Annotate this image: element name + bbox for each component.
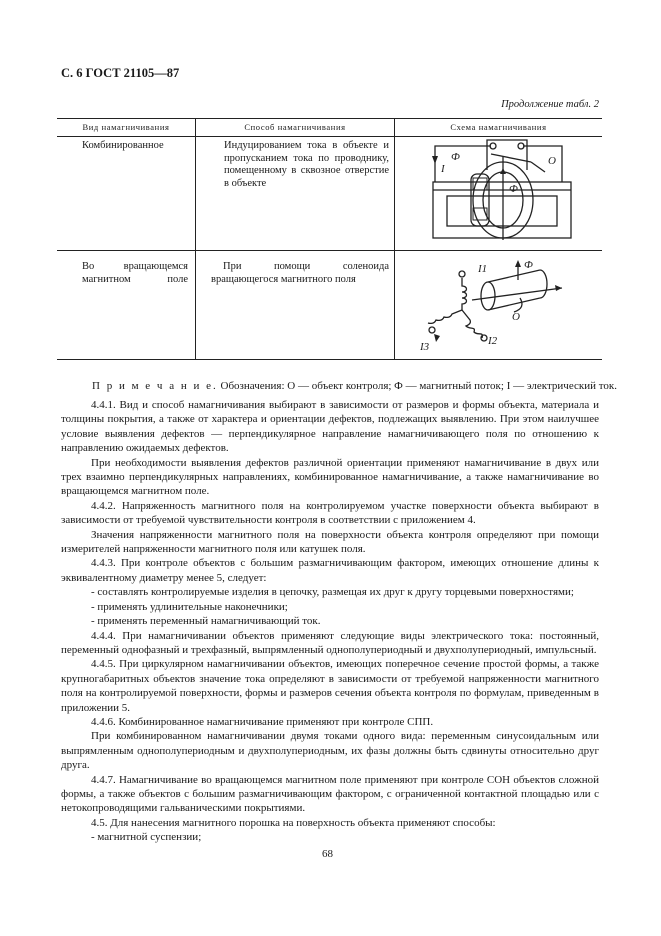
scheme1-label-current: I bbox=[441, 163, 445, 175]
row1-method: Индуцированием тока в объекте и пропусканием тока по проводнику, помещенному в сквозное отверстие в объекте bbox=[224, 140, 389, 189]
row1-type: Комбинированное bbox=[82, 140, 164, 151]
paragraph: При комбинированном намагничивании двумя токами одного вида: переменным синусоидальным или выпрямленным однополупериодным и двухполупериодным, их фазы должны быть сдвинуты относительно друг друга. bbox=[61, 730, 599, 772]
table-top-rule bbox=[57, 118, 602, 119]
scheme1-label-object: О bbox=[548, 155, 556, 167]
row2-type: Во вращающемся магнитном поле bbox=[82, 261, 188, 285]
col-header-scheme: Схема намагничивания bbox=[450, 122, 547, 132]
col-header-method: Способ намагничивания bbox=[244, 122, 346, 132]
table-row-rule bbox=[57, 250, 602, 251]
document-body bbox=[61, 398, 599, 845]
core-window bbox=[447, 196, 557, 226]
note-label: П р и м е ч а н и е. bbox=[92, 380, 218, 392]
paragraph: При необходимости выявления дефектов различной ориентации применяют намагничивание в двух или трех взаимно перпендикулярных направлениях, комбинированное намагничивание, а также намагничивание во вращающемся магнитном поле. bbox=[61, 456, 599, 498]
paragraph: 4.5. Для нанесения магнитного порошка на поверхность объекта применяют способы: bbox=[91, 816, 496, 829]
combined-magnetization-diagram bbox=[427, 134, 597, 248]
paragraph: - применять переменный намагничивающий ток. bbox=[91, 615, 321, 628]
scheme1-label-flux-inner: Ф bbox=[509, 183, 518, 195]
scheme2-label-flux: Ф bbox=[524, 259, 533, 271]
paragraph: 4.4.3. При контроле объектов с большим размагничивающим фактором, имеющих отношение длины к эквивалентному диаметру менее 5, следует: bbox=[61, 557, 599, 584]
paragraph: 4.4.7. Намагничивание во вращающемся магнитном поле применяют при контроле СОН объектов сложной формы, а также объектов с большим размагничивающим фактором, с ограниченной контактной площадью или с нетокопроводящими гальваническими покрытиями. bbox=[61, 773, 599, 815]
table-bottom-rule bbox=[57, 359, 602, 360]
paragraph: 4.4.1. Вид и способ намагничивания выбирают в зависимости от размеров и формы объекта, материала и толщины покрытия, а также от характера и ориентации дефектов, подлежащих выявлению. При этом наилучшее условие выявления дефектов — перпендикулярное направление намагничивающего поля по отношению к направлению ожидаемых дефектов. bbox=[61, 399, 599, 455]
page-number: 68 bbox=[322, 848, 333, 860]
paragraph: - применять удлинительные наконечники; bbox=[91, 600, 288, 613]
scheme2-label-i2: I2 bbox=[488, 335, 498, 347]
page-header: С. 6 ГОСТ 21105—87 bbox=[61, 66, 180, 80]
paragraph: 4.4.6. Комбинированное намагничивание применяют при контроле СПП. bbox=[91, 715, 434, 728]
col-header-type: Вид намагничивания bbox=[82, 122, 170, 132]
scheme2-label-object: О bbox=[512, 311, 520, 323]
table-continuation-label: Продолжение табл. 2 bbox=[501, 99, 599, 110]
paragraph: Значения напряженности магнитного поля на поверхности объекта контроля определяют при помощи измерителей напряженности магнитного поля или катушек поля. bbox=[61, 528, 599, 556]
table-note bbox=[92, 380, 617, 392]
paragraph: 4.4.5. При циркулярном намагничивании объектов, имеющих поперечное сечение простой формы, а также крупногабаритных объектов значение тока определяют в зависимости от требуемой напряженности магнитного поля на контролируемой поверхности, формы и размеров сечения объекта контроля по формулам, приведенным в приложении 5. bbox=[61, 658, 599, 714]
scheme1-label-flux: Ф bbox=[451, 151, 460, 163]
scheme2-label-i1: I1 bbox=[478, 263, 488, 275]
scheme2-label-i3: I3 bbox=[420, 341, 430, 353]
table-col-divider bbox=[195, 118, 196, 359]
paragraph: 4.4.4. При намагничивании объектов применяют следующие виды электрического тока: постоянный, переменный однофазный и трехфазный, выпрямленный однополупериодный и двухполупериодный, импульсный. bbox=[61, 629, 599, 656]
note-text: Обозначения: О — объект контроля; Ф — магнитный поток; I — электрический ток. bbox=[220, 380, 617, 392]
paragraph: 4.4.2. Напряженность магнитного поля на контролируемом участке поверхности объекта выбирают в зависимости от требуемой чувствительности контроля в соответствии с приложением 4. bbox=[61, 499, 599, 527]
paragraph: - составлять контролируемые изделия в цепочку, размещая их друг к другу торцевыми поверхностями; bbox=[91, 586, 574, 599]
table-col-divider bbox=[394, 118, 395, 359]
object-end bbox=[481, 282, 495, 310]
paragraph: - магнитной суспензии; bbox=[91, 831, 202, 844]
rotating-field-diagram bbox=[412, 258, 597, 358]
row2-method: При помощи соленоида вращающегося магнитного поля bbox=[211, 261, 389, 285]
